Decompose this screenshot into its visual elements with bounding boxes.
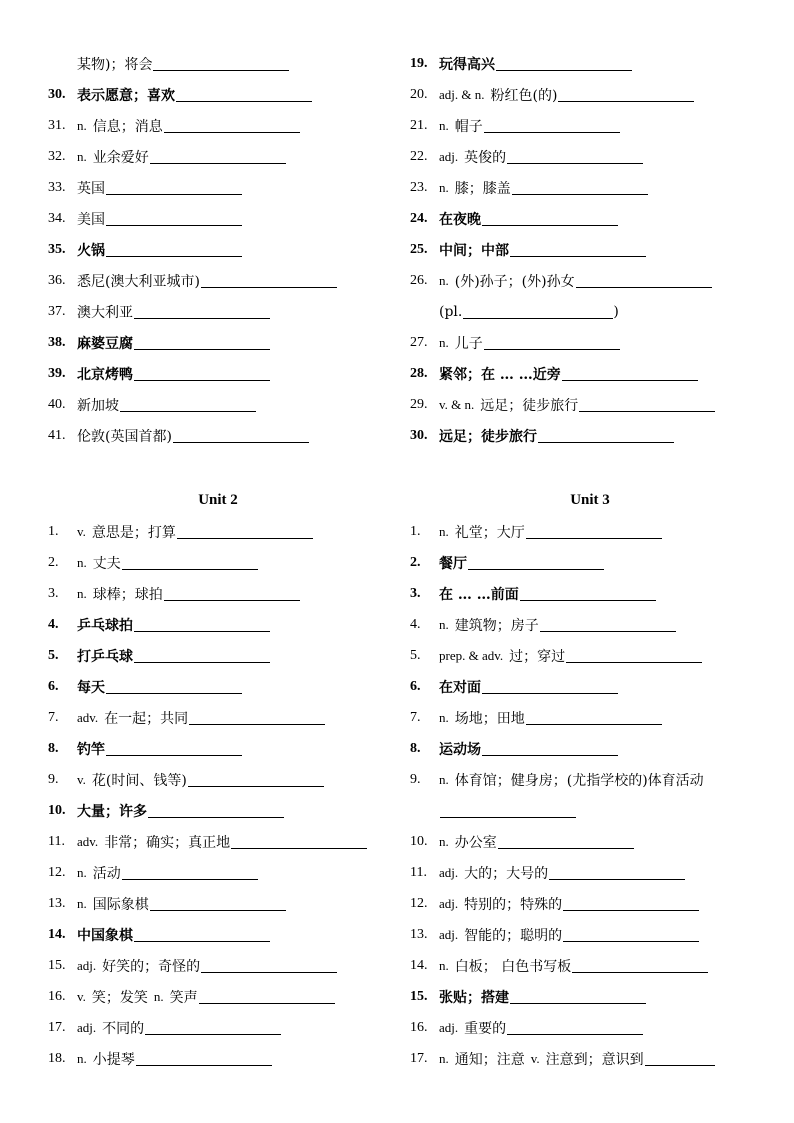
- part-of-speech: adv.: [77, 709, 99, 725]
- item-number: 33.: [48, 179, 66, 195]
- answer-blank[interactable]: [463, 304, 613, 319]
- answer-blank[interactable]: [484, 335, 620, 350]
- answer-blank[interactable]: [482, 211, 618, 226]
- answer-blank[interactable]: [231, 834, 367, 849]
- item-number: 34.: [48, 210, 66, 226]
- vocab-item: [48, 389, 388, 420]
- item-meaning: 特别的；特殊的: [464, 896, 563, 913]
- item-number: 9.: [410, 771, 421, 787]
- item-number: 4.: [410, 616, 421, 632]
- item-meaning: 张贴；搭建: [439, 989, 509, 1006]
- item-meaning: 礼堂；大厅: [454, 524, 525, 541]
- vocab-item: [48, 358, 388, 389]
- answer-blank[interactable]: [562, 366, 698, 381]
- part-of-speech: n.: [77, 554, 87, 570]
- item-meaning: 北京烤鸭: [77, 366, 133, 383]
- vocab-item: [48, 795, 388, 826]
- item-number: 40.: [48, 396, 66, 412]
- item-number: 5.: [48, 647, 59, 663]
- item-meaning: 伦敦(英国首都): [77, 428, 172, 445]
- item-number: 10.: [48, 802, 66, 818]
- item-number: 5.: [410, 647, 421, 663]
- vocab-item: [48, 110, 388, 141]
- vocab-item: [410, 826, 770, 857]
- answer-blank[interactable]: [106, 741, 242, 756]
- answer-blank[interactable]: [106, 180, 242, 195]
- vocab-item: [48, 1012, 388, 1043]
- item-number: 10.: [410, 833, 428, 849]
- item-number: 13.: [48, 895, 66, 911]
- item-meaning: 儿子: [454, 335, 483, 352]
- answer-blank[interactable]: [134, 648, 270, 663]
- answer-blank[interactable]: [563, 896, 699, 911]
- part-of-speech: n.: [439, 957, 449, 973]
- item-number: 37.: [48, 303, 66, 319]
- vocab-item: [410, 578, 770, 609]
- item-meaning: 中间；中部: [439, 242, 509, 259]
- item-number: 36.: [48, 272, 66, 288]
- vocab-item: [410, 296, 770, 327]
- item-meaning: 业余爱好: [92, 149, 149, 166]
- answer-blank[interactable]: [558, 87, 694, 102]
- vocab-item: [48, 733, 388, 764]
- answer-blank[interactable]: [106, 211, 242, 226]
- item-number: 23.: [410, 179, 428, 195]
- item-meaning: 紧邻；在 … …近旁: [439, 366, 561, 383]
- item-meaning-2: 笑声: [169, 989, 198, 1006]
- vocab-item: [48, 702, 388, 733]
- item-number: 20.: [410, 86, 428, 102]
- item-meaning: 信息；消息: [92, 118, 163, 135]
- vocab-item: [48, 764, 388, 795]
- vocab-item: [48, 296, 388, 327]
- unit-3-title: Unit 3: [570, 492, 610, 508]
- item-number: 12.: [48, 864, 66, 880]
- item-meaning: 在夜晚: [439, 211, 481, 228]
- item-number: 32.: [48, 148, 66, 164]
- item-meaning: 大量；许多: [77, 803, 147, 820]
- item-number: 17.: [410, 1050, 428, 1066]
- item-number: 4.: [48, 616, 59, 632]
- answer-blank[interactable]: [164, 118, 300, 133]
- answer-blank[interactable]: [134, 927, 270, 942]
- vocab-item: [410, 981, 770, 1012]
- part-of-speech: n.: [77, 864, 87, 880]
- item-number: 6.: [48, 678, 59, 694]
- item-number: 16.: [48, 988, 66, 1004]
- item-number: 21.: [410, 117, 428, 133]
- answer-blank[interactable]: [482, 679, 618, 694]
- vocab-item: [410, 950, 770, 981]
- answer-blank[interactable]: [520, 586, 656, 601]
- answer-blank[interactable]: [579, 397, 715, 412]
- item-meaning: 餐厅: [439, 555, 467, 572]
- answer-blank[interactable]: [122, 865, 258, 880]
- vocab-item: [48, 172, 388, 203]
- vocab-item: [410, 389, 770, 420]
- vocab-item: [48, 48, 388, 79]
- item-meaning: 好笑的；奇怪的: [102, 958, 201, 975]
- answer-blank[interactable]: [150, 149, 286, 164]
- answer-blank[interactable]: [482, 741, 618, 756]
- vocab-item: [410, 609, 770, 640]
- vocab-item: [410, 203, 770, 234]
- item-meaning: 悉尼(澳大利亚城市): [77, 273, 200, 290]
- vocab-item: [48, 1043, 388, 1074]
- answer-blank[interactable]: [549, 865, 685, 880]
- item-number: 14.: [48, 926, 66, 942]
- part-of-speech: adj.: [439, 1019, 459, 1035]
- item-number: 28.: [410, 365, 428, 381]
- answer-blank[interactable]: [188, 772, 324, 787]
- vocab-item: [410, 671, 770, 702]
- answer-blank[interactable]: [134, 335, 270, 350]
- answer-blank[interactable]: [507, 1020, 643, 1035]
- closing-paren: ): [613, 303, 619, 320]
- item-number: 18.: [48, 1050, 66, 1066]
- item-meaning: 在 … …前面: [439, 586, 519, 603]
- answer-blank[interactable]: [153, 56, 289, 71]
- answer-blank[interactable]: [164, 586, 300, 601]
- part-of-speech: n.: [439, 1050, 449, 1066]
- answer-blank[interactable]: [199, 989, 335, 1004]
- part-of-speech: n.: [153, 988, 164, 1004]
- item-number: 9.: [48, 771, 59, 787]
- item-meaning: 非常；确实；真正地: [104, 834, 231, 851]
- item-number: 8.: [48, 740, 59, 756]
- vocab-item: [48, 578, 388, 609]
- part-of-speech: n.: [439, 117, 449, 133]
- item-number: 38.: [48, 334, 66, 350]
- item-meaning: 不同的: [102, 1020, 145, 1037]
- vocab-item: [410, 327, 770, 358]
- vocab-item: [48, 79, 388, 110]
- item-number: 29.: [410, 396, 428, 412]
- item-number: 3.: [410, 585, 421, 601]
- item-meaning: 乒乓球拍: [77, 617, 133, 634]
- item-meaning: 通知；注意: [454, 1051, 525, 1068]
- part-of-speech: n.: [77, 1050, 87, 1066]
- item-meaning: 英俊的: [464, 149, 507, 166]
- answer-blank[interactable]: [563, 927, 699, 942]
- part-of-speech: adj.: [439, 926, 459, 942]
- item-meaning: 麻婆豆腐: [77, 335, 133, 352]
- item-meaning: 智能的；聪明的: [464, 927, 563, 944]
- item-meaning: 重要的: [464, 1020, 507, 1037]
- vocab-item: [410, 919, 770, 950]
- answer-blank[interactable]: [150, 896, 286, 911]
- item-number: 41.: [48, 427, 66, 443]
- answer-blank[interactable]: [145, 1020, 281, 1035]
- item-meaning: 某物)；将会: [77, 56, 153, 73]
- item-meaning: 火锅: [77, 242, 105, 259]
- item-number: 1.: [48, 523, 59, 539]
- part-of-speech: v.: [530, 1050, 540, 1066]
- vocab-item: [410, 234, 770, 265]
- vocab-item: [410, 110, 770, 141]
- answer-blank[interactable]: [507, 149, 643, 164]
- answer-blank[interactable]: [526, 710, 662, 725]
- part-of-speech: n.: [439, 523, 449, 539]
- part-of-speech: v. & n.: [439, 396, 475, 412]
- vocab-item: [48, 327, 388, 358]
- item-number: 1.: [410, 523, 421, 539]
- vocab-item: [48, 640, 388, 671]
- item-number: 30.: [48, 86, 66, 102]
- item-number: 25.: [410, 241, 428, 257]
- answer-blank[interactable]: [510, 989, 646, 1004]
- answer-blank[interactable]: [440, 803, 576, 818]
- item-meaning: 澳大利亚: [77, 304, 133, 321]
- item-number: 19.: [410, 55, 428, 71]
- vocab-item: [48, 609, 388, 640]
- vocab-item: [410, 172, 770, 203]
- item-number: 11.: [410, 864, 427, 880]
- item-number: 22.: [410, 148, 428, 164]
- vocab-item: [410, 265, 770, 296]
- item-meaning: 每天: [77, 679, 105, 696]
- item-number: 30.: [410, 427, 428, 443]
- vocab-item: [48, 857, 388, 888]
- vocab-item: [410, 702, 770, 733]
- vocab-item: [410, 795, 770, 826]
- vocab-item: [48, 981, 388, 1012]
- vocab-item: [410, 1012, 770, 1043]
- part-of-speech: n.: [77, 117, 87, 133]
- part-of-speech: n.: [439, 272, 449, 288]
- answer-blank[interactable]: [122, 555, 258, 570]
- vocab-item: [48, 950, 388, 981]
- answer-blank[interactable]: [120, 397, 256, 412]
- item-number: 31.: [48, 117, 66, 133]
- item-meaning: 建筑物；房子: [454, 617, 539, 634]
- part-of-speech: v.: [77, 523, 86, 539]
- part-of-speech: n.: [439, 709, 449, 725]
- item-number: 7.: [410, 709, 421, 725]
- item-meaning: 钓竿: [77, 741, 105, 758]
- answer-blank[interactable]: [468, 555, 604, 570]
- item-number: 35.: [48, 241, 66, 257]
- answer-blank[interactable]: [526, 524, 662, 539]
- item-meaning: (外)孙子；(外)孙女: [454, 273, 575, 290]
- part-of-speech: prep. & adv.: [439, 647, 504, 663]
- item-number: 15.: [410, 988, 428, 1004]
- item-number: 8.: [410, 740, 421, 756]
- item-meaning: 场地；田地: [454, 710, 525, 727]
- answer-blank[interactable]: [484, 118, 620, 133]
- item-number: 16.: [410, 1019, 428, 1035]
- item-meaning: 表示愿意；喜欢: [77, 87, 175, 104]
- vocab-item: [410, 516, 770, 547]
- vocab-item: [410, 420, 770, 451]
- item-meaning: 意思是；打算: [91, 524, 176, 541]
- item-number: 26.: [410, 272, 428, 288]
- unit-3-column: [410, 485, 770, 1074]
- vocab-item: [48, 919, 388, 950]
- item-meaning: 体育馆；健身房；(尤指学校的)体育活动: [454, 772, 704, 789]
- answer-blank[interactable]: [572, 958, 708, 973]
- item-meaning: 帽子: [454, 118, 483, 135]
- item-meaning: 在一起；共同: [104, 710, 189, 727]
- item-meaning: 玩得高兴: [439, 56, 495, 73]
- answer-blank[interactable]: [136, 1051, 272, 1066]
- vocab-item: [48, 265, 388, 296]
- answer-blank[interactable]: [538, 428, 674, 443]
- item-meaning: 打乒乓球: [77, 648, 133, 665]
- part-of-speech: n.: [439, 833, 449, 849]
- item-number: 7.: [48, 709, 59, 725]
- item-meaning: 丈夫: [92, 555, 121, 572]
- item-meaning: 新加坡: [77, 397, 119, 414]
- part-of-speech: v.: [77, 771, 86, 787]
- vocab-item: [410, 640, 770, 671]
- part-of-speech: n.: [439, 179, 449, 195]
- item-number: 11.: [48, 833, 65, 849]
- item-meaning: 办公室: [454, 834, 497, 851]
- item-number: 2.: [410, 554, 421, 570]
- answer-blank[interactable]: [201, 958, 337, 973]
- answer-blank[interactable]: [106, 679, 242, 694]
- item-number: 13.: [410, 926, 428, 942]
- item-meaning: 运动场: [439, 741, 481, 758]
- answer-blank[interactable]: [106, 242, 242, 257]
- item-meaning: 花(时间、钱等): [91, 772, 187, 789]
- item-meaning: 大的；大号的: [464, 865, 549, 882]
- item-number: 39.: [48, 365, 66, 381]
- item-number: 2.: [48, 554, 59, 570]
- answer-blank[interactable]: [645, 1051, 715, 1066]
- vocab-item: [48, 203, 388, 234]
- item-meaning: 小提琴: [92, 1051, 135, 1068]
- item-number: 3.: [48, 585, 59, 601]
- item-meaning: 过；穿过: [509, 648, 566, 665]
- item-meaning: 远足；徒步旅行: [480, 397, 579, 414]
- vocab-item: [410, 79, 770, 110]
- part-of-speech: adj.: [439, 895, 459, 911]
- vocab-item: [48, 547, 388, 578]
- part-of-speech: adj. & n.: [439, 86, 485, 102]
- item-number: 27.: [410, 334, 428, 350]
- part-of-speech: n.: [77, 895, 87, 911]
- vocab-item: [48, 234, 388, 265]
- part-of-speech: adv.: [77, 833, 99, 849]
- vocab-item: [410, 764, 770, 795]
- item-number: 17.: [48, 1019, 66, 1035]
- answer-blank[interactable]: [566, 648, 702, 663]
- item-meaning: 远足；徒步旅行: [439, 428, 537, 445]
- top-right-column: [410, 48, 770, 451]
- vocab-item: [410, 547, 770, 578]
- part-of-speech: n.: [439, 616, 449, 632]
- vocab-item: [410, 48, 770, 79]
- item-meaning: 中国象棋: [77, 927, 133, 944]
- item-meaning: 国际象棋: [92, 896, 149, 913]
- answer-blank[interactable]: [134, 617, 270, 632]
- answer-blank[interactable]: [576, 273, 712, 288]
- answer-blank[interactable]: [134, 304, 270, 319]
- part-of-speech: adj.: [77, 1019, 97, 1035]
- answer-blank[interactable]: [540, 617, 676, 632]
- answer-blank[interactable]: [173, 428, 309, 443]
- part-of-speech: n.: [77, 585, 87, 601]
- item-number: 14.: [410, 957, 428, 973]
- vocab-item: [48, 826, 388, 857]
- vocab-item: [48, 888, 388, 919]
- vocab-item: [48, 671, 388, 702]
- answer-blank[interactable]: [148, 803, 284, 818]
- answer-blank[interactable]: [512, 180, 648, 195]
- answer-blank[interactable]: [177, 524, 313, 539]
- part-of-speech: n.: [439, 334, 449, 350]
- item-meaning: 笑；发笑: [91, 989, 148, 1006]
- item-meaning: 粉红色(的): [490, 87, 558, 104]
- item-number: 6.: [410, 678, 421, 694]
- unit-2-title: Unit 2: [198, 492, 238, 508]
- vocab-item: [410, 888, 770, 919]
- item-number: 15.: [48, 957, 66, 973]
- unit-2-column: [48, 485, 388, 1074]
- part-of-speech: n.: [439, 771, 449, 787]
- vocab-item: [410, 1043, 770, 1074]
- item-meaning: 膝；膝盖: [454, 180, 511, 197]
- vocab-item: [410, 141, 770, 172]
- item-meaning: 球棒；球拍: [92, 586, 163, 603]
- vocab-item: [48, 516, 388, 547]
- top-left-column: [48, 48, 388, 451]
- answer-blank[interactable]: [201, 273, 337, 288]
- part-of-speech: adj.: [439, 864, 459, 880]
- item-meaning: 美国: [77, 211, 105, 228]
- part-of-speech: n.: [77, 148, 87, 164]
- answer-blank[interactable]: [496, 56, 632, 71]
- item-meaning-2: 注意到；意识到: [545, 1051, 644, 1068]
- part-of-speech: v.: [77, 988, 86, 1004]
- answer-blank[interactable]: [498, 834, 634, 849]
- part-of-speech: adj.: [77, 957, 97, 973]
- item-number: 24.: [410, 210, 428, 226]
- item-meaning: 英国: [77, 180, 105, 197]
- vocab-item: [48, 141, 388, 172]
- item-meaning: 活动: [92, 865, 121, 882]
- part-of-speech: adj.: [439, 148, 459, 164]
- item-meaning: (pl.: [439, 303, 463, 320]
- answer-blank[interactable]: [134, 366, 270, 381]
- vocab-item: [410, 733, 770, 764]
- item-meaning: 在对面: [439, 679, 481, 696]
- item-number: 12.: [410, 895, 428, 911]
- answer-blank[interactable]: [176, 87, 312, 102]
- vocab-item: [410, 857, 770, 888]
- answer-blank[interactable]: [189, 710, 325, 725]
- item-meaning: 白板； 白色书写板: [454, 958, 572, 975]
- vocab-item: [410, 358, 770, 389]
- answer-blank[interactable]: [510, 242, 646, 257]
- vocab-item: [48, 420, 388, 451]
